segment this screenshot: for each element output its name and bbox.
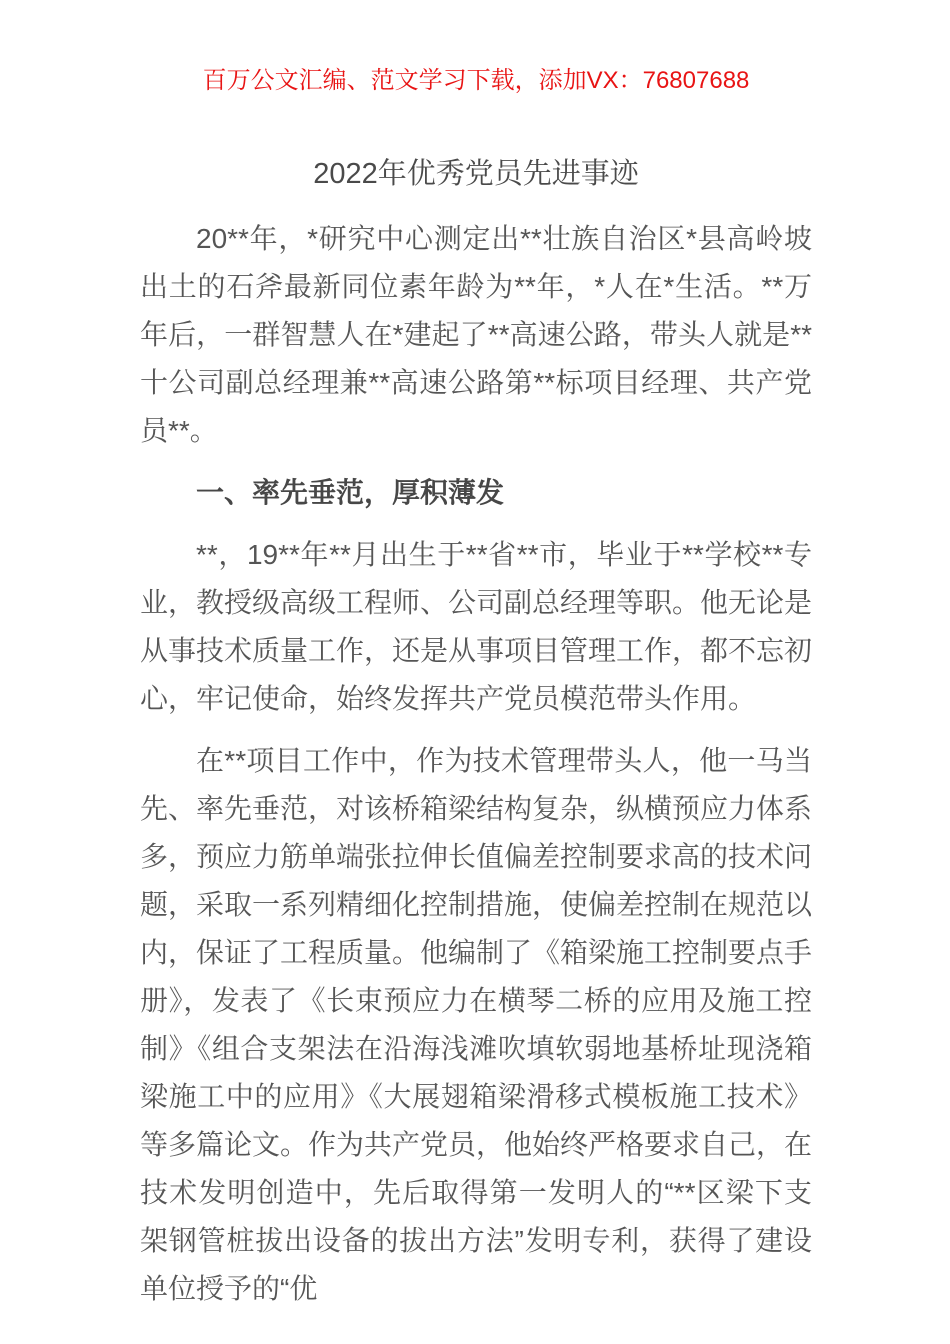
document-title: 2022年优秀党员先进事迹 xyxy=(313,158,639,190)
section-heading: 一、率先垂范，厚积薄发 xyxy=(196,477,505,508)
body-paragraph: 在**项目工作中，作为技术管理带头人，他一马当先、率先垂范，对该桥箱梁结构复杂，纵横预应力体系多，预应力筋单端张拉伸长值偏差控制要求高的技术问题，采取一系列精细化控制措施，使偏差控制在规范以内，保证了工程质量。他编制了《箱梁施工控制要点手册》，发表了《长束预应力在横琴二桥的应用及施工控制》《组合支架法在沿海浅滩吹填软弱地基桥址现浇箱梁施工中的应用》《大展翅箱梁滑移式模板施工技术》等多篇论文。作为共产党员，他始终严格要求自己，在技术发明创造中，先后取得第一发明人的“**区梁下支架钢管桩拔出设备的拔出方法”发明专利，获得了建设单位授予的“优 xyxy=(140,745,813,1304)
promo-banner-text: 百万公文汇编、范文学习下载，添加VX：76807688 xyxy=(202,67,750,94)
document-body xyxy=(140,215,812,1313)
body-paragraph: **，19**年**月出生于**省**市，毕业于**学校**专业，教授级高级工程师、公司副总经理等职。他无论是从事技术质量工作，还是从事项目管理工作，都不忘初心，牢记使命，始终发挥共产党员模范带头作用。 xyxy=(140,539,813,714)
body-paragraph: 20**年，*研究中心测定出**壮族自治区*县高岭坡出土的石斧最新同位素年龄为**年，*人在*生活。**万年后，一群智慧人在*建起了**高速公路，带头人就是**十公司副总经理兼**高速公路第**标项目经理、共产党员**。 xyxy=(140,223,812,446)
